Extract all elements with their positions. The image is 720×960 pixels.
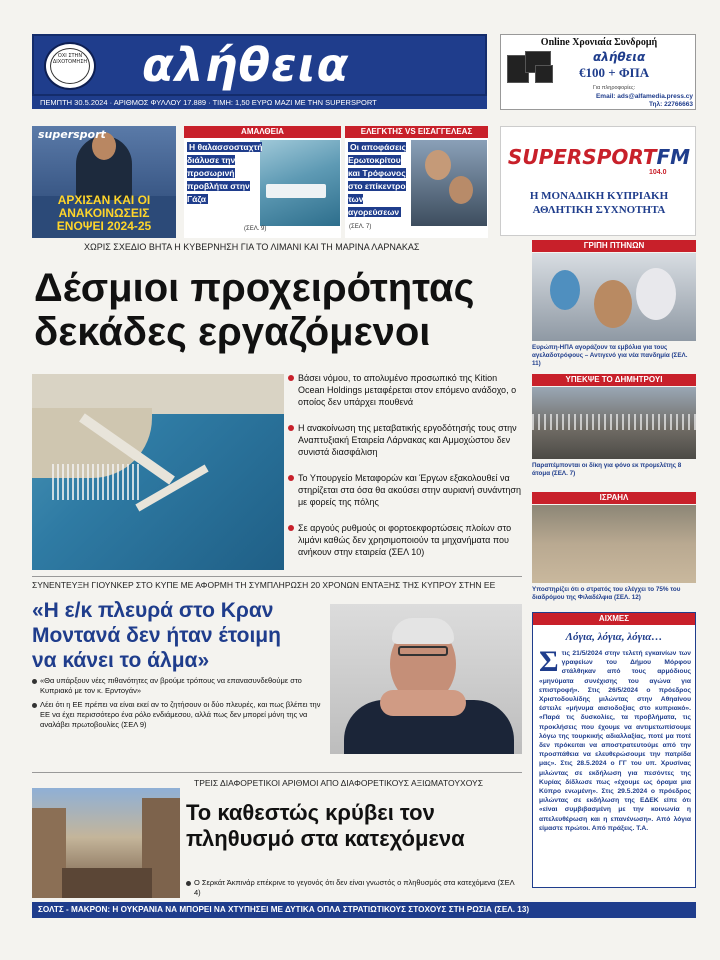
face-shape bbox=[594, 280, 632, 328]
sport-promo-text: ΑΡΧΙΣΑΝ ΚΑΙ ΟΙ ΑΝΑΚΟΙΝΩΣΕΙΣ ΕΝΟΨΕΙ 2024-25 bbox=[56, 193, 152, 233]
lead-bullet: Η ανακοίνωση της μεταβατικής εργοδότησής τους στην Αναπτυξιακή Εταιρεία Λάρνακας και Αμμοχώστου δεν συνιστά διασφάλιση bbox=[288, 422, 522, 458]
israel-caption: Υποστηρίζει ότι ο στρατός του ελέγχει το 75% του διαδρόμου της Φιλαδέλφια (ΣΕΛ. 12) bbox=[532, 586, 681, 601]
date-line: ΠΕΜΠΤΗ 30.5.2024 · ΑΡΙΘΜΟΣ ΦΥΛΛΟΥ 17.889 · ΤΙΜΗ: 1,50 ΕΥΡΩ ΜΑΖΙ ΜΕ ΤΗΝ SUPERSPORT bbox=[32, 96, 487, 109]
seal-logo bbox=[44, 42, 96, 90]
ship-shape bbox=[266, 184, 326, 198]
subscription-ad[interactable] bbox=[500, 34, 696, 110]
gaza-pier-promo[interactable] bbox=[184, 126, 341, 238]
promo-head-auditor: ΕΛΕΓΚΤΗΣ VS ΕΙΣΑΓΓΕΛΕΑΣ bbox=[345, 126, 488, 138]
auditor-promo[interactable] bbox=[345, 126, 488, 238]
lead-headline[interactable]: Δέσμιοι προχειρότητας δεκάδες εργαζόμενοι bbox=[34, 266, 475, 354]
interview-kicker: ΣΥΝΕΝΤΕΥΞΗ ΓΙΟΥΝΚΕΡ ΣΤΟ ΚΥΠΕ ΜΕ ΑΦΟΡΜΗ ΤΗ ΣΥΜΠΛΗΡΩΣΗ 20 ΧΡΟΝΩΝ ΕΝΤΑΞΗΣ ΤΗΣ ΚΥΠΡΟΥ ΣΤΗΝ ΕΕ bbox=[32, 580, 496, 590]
supersport-fm-ad[interactable] bbox=[500, 126, 696, 236]
face-icon bbox=[425, 150, 451, 180]
subscription-email[interactable]: Email: ads@alfamedia.press.cy bbox=[595, 93, 693, 100]
interview-bullet: Λέει ότι η ΕΕ πρέπει να είναι εκεί αν το ζητήσουν οι δύο πλευρές, και πως βλέπει την ΕΕ να έχει περισσότερο ένα ρόλο ενδιάμεσου, αλλά πως δεν μπορεί μόνη της να αναλάβει πρωτοβουλίες (ΣΕΛ 9) bbox=[32, 700, 328, 730]
mask-shape bbox=[550, 270, 580, 310]
border-photo bbox=[532, 505, 696, 583]
divider bbox=[32, 576, 522, 577]
interview-headline[interactable]: «Η ε/κ πλευρά στο Κραν Μοντανά δεν ήταν έτοιμη να κάνει το άλμα» bbox=[32, 599, 281, 672]
promo-head-amaltheia: ΑΜΑΛΘΕΙΑ bbox=[184, 126, 341, 138]
dropcap: Σ bbox=[539, 645, 559, 678]
larnaca-port-aerial-image bbox=[32, 374, 284, 570]
bird-flu-caption: Ευρώπη-ΗΠΑ αγοράζουν τα εμβόλια για τους αγελαδοτρόφους – Αντιγενό για νέα πανδημία (ΣΕΛ. 11) bbox=[532, 344, 688, 367]
interview-bullet: «Θα υπάρξουν νέες πιθανότητες αν βρούμε τρόπους να επανασυνδεθούμε στο Κυπριακό με τον κ. Ερντογάν» bbox=[32, 676, 328, 696]
occupied-bullet: Ο Σερκάτ Άκπινάρ επέκρινε το γεγονός ότι δεν είναι γνωστός ο πληθυσμός στα κατεχόμενα (ΣΕΛ 4) bbox=[186, 878, 522, 898]
glasses-icon bbox=[398, 646, 448, 656]
aixmes-text: τις 21/5/2024 στην τελετή εγκαινίων των γραφείων του Δήμου Μόρφου στάλθηκαν από τους αρμόδιους «μηνύματα συνέχισης του αγώνα για επιστροφή». Στις 26/5/2024 ο πρόεδρος Χριστοδουλίδης μιλώντας στην Αθηαίνου έστειλε «μήνυμα αισιοδοξίας στο κυπριακό». «Παρά τις δυσκολίες, τα προβλήματα, τις προκλήσεις που έχουμε να αντιμετωπίσουμε λόγω της τουρκικής αδιαλλαξίας, ποτέ μα ποτέ δεν πρόκειται να αποστρατευτούμε από την προσπάθεια να ελευθερώσουμε την πατρίδα μας». Στις 28.5.2024 ο ΓΓ του υπ. Χρυσίνας μιλώντας σε εκδήλωση για πεσόντες της Κυρίας δίδλωσε πως «έχουμε ως όραμα μια Κύπρο ενωμένη». Στις 29.5.2024 ο πρόεδρος μιλώντας σε εκδήλωση της ΕΔΕΚ είπε ότι «είναι συμβιβασμένη με την κοινωνία η απελευθέρωση και η επανένωση». Από λόγια είμαστε πρώτοι. Από πράξεις. Τ.Α. bbox=[539, 650, 691, 832]
divider bbox=[32, 772, 522, 773]
subscription-contact bbox=[505, 93, 693, 109]
radio-frequency: 104.0 bbox=[649, 169, 667, 176]
subscription-tel: Τηλ: 22766663 bbox=[649, 101, 693, 108]
sport-promo[interactable] bbox=[32, 126, 176, 238]
supersport-fm-logo: SUPERSPORTFM bbox=[507, 145, 691, 169]
lead-kicker: ΧΩΡΙΣ ΣΧΕΔΙΟ ΒΗΤΑ Η ΚΥΒΕΡΝΗΣΗ ΓΙΑ ΤΟ ΛΙΜΑΝΙ ΚΑΙ ΤΗ ΜΑΡΙΝΑ ΛΑΡΝΑΚΑΣ bbox=[84, 242, 420, 252]
page-ref: (ΣΕΛ. 7) bbox=[349, 224, 372, 230]
israel-head: ΙΣΡΑΗΛ bbox=[532, 492, 696, 504]
auditor-promo-text: Οι αποφάσεις Ερωτοκρίτου και Τρόφωνος στο επίκεντρο των αγορεύσεων bbox=[348, 142, 406, 217]
page-ref: (ΣΕΛ. 9) bbox=[244, 226, 267, 232]
bird-flu-head: ΓΡΙΠΗ ΠΤΗΝΩΝ bbox=[532, 240, 696, 252]
occupied-headline[interactable]: Το καθεστώς κρύβει τον πληθυσμό στα κατεχόμενα bbox=[186, 800, 465, 851]
bottom-news-bar[interactable]: ΣΟΛΤΣ - ΜΑΚΡΟΝ: Η ΟΥΚΡΑΝΙΑ ΝΑ ΜΠΟΡΕΙ ΝΑ ΧΤΥΠΗΣΕΙ ΜΕ ΔΥΤΙΚΑ ΟΠΛΑ ΣΤΡΑΤΙΩΤΙΚΟΥΣ ΣΤΟΧΟΥΣ ΣΤΗ ΡΩΣΙΑ (ΣΕΛ. 13) bbox=[32, 902, 696, 918]
juncker-photo bbox=[330, 604, 522, 754]
dimitroi-teaser[interactable] bbox=[532, 374, 696, 486]
sea-pier-image bbox=[260, 140, 340, 226]
aixmes-column bbox=[532, 612, 696, 888]
gaza-promo-text: Η θαλασσοσταχτή διάλυσε την προσωρινή προβλήτα στην Γάζα bbox=[187, 142, 263, 204]
lead-bullet: Σε αργούς ρυθμούς οι φορτοεκφορτώσεις πλοίων στο λιμάνι καθώς δεν χρησιμοποιούν τα μηχανήματα που ανήκουν στην εταιρεία (ΣΕΛ 10) bbox=[288, 522, 522, 558]
bird-flu-teaser[interactable] bbox=[532, 240, 696, 368]
newspaper-front-page bbox=[24, 28, 696, 930]
occupied-kicker: ΤΡΕΙΣ ΔΙΑΦΟΡΕΤΙΚΟΙ ΑΡΙΘΜΟΙ ΑΠΟ ΔΙΑΦΟΡΕΤΙΚΟΥΣ ΑΞΙΩΜΑΤΟΥΧΟΥΣ bbox=[194, 778, 483, 788]
mask-shape bbox=[636, 268, 676, 320]
dimitroi-caption: Παραπέμπονται οι δίκη για φόνο εκ προμελέτης 8 άτομα (ΣΕΛ. 7) bbox=[532, 462, 682, 477]
supersport-brand: supersport bbox=[38, 128, 106, 141]
face-icon bbox=[449, 176, 473, 204]
tablet-devices-image bbox=[507, 51, 553, 85]
aixmes-body bbox=[539, 645, 691, 833]
aixmes-head: ΑΙΧΜΕΣ bbox=[533, 613, 695, 625]
aixmes-title: Λόγια, λόγια, λόγια… bbox=[565, 631, 663, 643]
israel-teaser[interactable] bbox=[532, 492, 696, 612]
street-photo bbox=[32, 788, 180, 898]
dimitroi-head: ΥΠΕΚΨΕ ΤΟ ΔΗΜΗΤΡΟΥΙ bbox=[532, 374, 696, 386]
seal-text: ΟΧΙ ΣΤΗΝ ΔΙΧΟΤΟΜΗΣΗ bbox=[50, 48, 90, 84]
subscription-price: €100 + ΦΠΑ bbox=[579, 65, 650, 80]
lead-bullet: Βάσει νόμου, το απολυμένο προσωπικό της Kition Ocean Holdings μεταφέρεται στον επόμενο ανάδοχο, ο οποίος δεν υπάρχει πουθενά bbox=[288, 372, 522, 408]
radio-tagline: Η ΜΟΝΑΔΙΚΗ ΚΥΠΡΙΑΚΗ ΑΘΛΗΤΙΚΗ ΣΥΧΝΟΤΗΤΑ bbox=[529, 190, 669, 216]
lead-bullet: Το Υπουργείο Μεταφορών και Έργων εξακολουθεί να στηρίζεται στα όσα θα ακούσει στην αυριανή συνάντηση με φορείς της πόλης bbox=[288, 472, 522, 508]
fence-shape bbox=[532, 414, 696, 430]
hands-shape bbox=[380, 690, 466, 716]
masthead bbox=[32, 34, 487, 96]
subscription-logo: αλήθεια bbox=[593, 50, 646, 64]
officials-image bbox=[411, 140, 487, 226]
newspaper-logo[interactable]: αλήθεια bbox=[142, 38, 350, 92]
hair-shape bbox=[392, 618, 454, 644]
subscription-title: Online Χρονιαία Συνδρομή bbox=[540, 37, 658, 48]
subscription-info: Για πληροφορίες: bbox=[593, 85, 636, 91]
